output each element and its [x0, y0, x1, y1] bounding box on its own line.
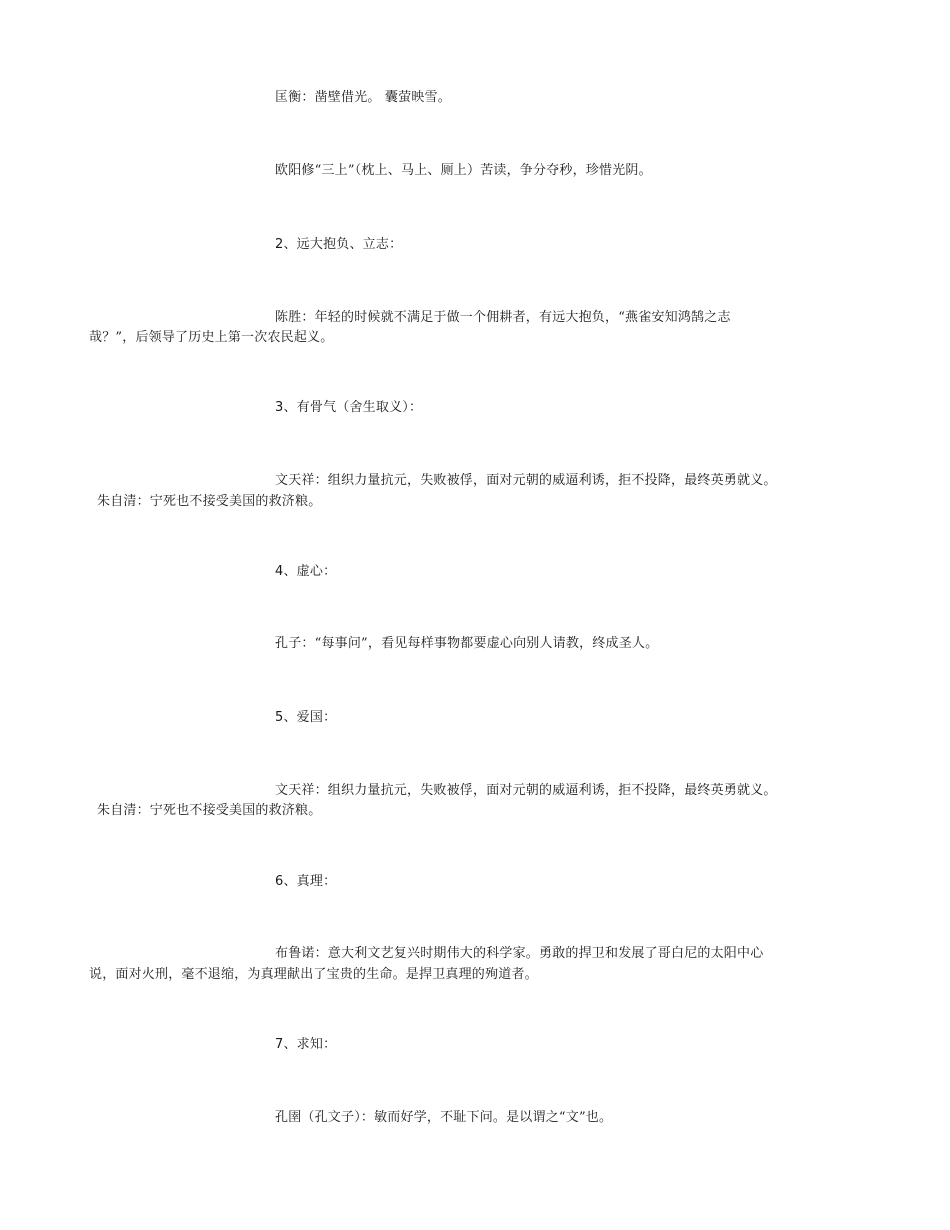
- paragraph-zhu-ziqing-2-line: 朱自清：宁死也不接受美国的救济粮。: [97, 803, 322, 818]
- section-heading-knowledge: 7、求知：: [275, 1037, 337, 1052]
- section-heading-modesty: 4、虚心：: [275, 564, 337, 579]
- paragraph-wen-tianxiang-line-1: 文天祥：组织力量抗元，失败被俘，面对元朝的威逼利诱，拒不投降，最终英勇就义。: [275, 473, 777, 488]
- paragraph-chen-sheng-line-2: 哉？”，后领导了历史上第一次农民起义。: [89, 330, 334, 345]
- section-heading-truth: 6、真理：: [275, 874, 337, 889]
- paragraph-chen-sheng-line-1: 陈胜：年轻的时候就不满足于做一个佣耕者，有远大抱负，“燕雀安知鸿鹄之志: [275, 310, 731, 325]
- section-heading-integrity: 3、有骨气（舍生取义）：: [275, 400, 423, 415]
- paragraph-bruno-line-2: 说，面对火刑，毫不退缩，为真理献出了宝贵的生命。是捍卫真理的殉道者。: [89, 967, 538, 982]
- paragraph-confucius: 孔子：“每事问”，看见每样事物都要虚心向别人请教，终成圣人。: [275, 636, 659, 651]
- section-heading-ambition: 2、远大抱负、立志：: [275, 237, 403, 252]
- paragraph-bruno-line-1: 布鲁诺：意大利文艺复兴时期伟大的科学家。勇敢的捍卫和发展了哥白尼的太阳中心: [275, 946, 764, 961]
- section-heading-patriotism: 5、爱国：: [275, 710, 337, 725]
- paragraph-zhu-ziqing-line: 朱自清：宁死也不接受美国的救济粮。: [97, 494, 322, 509]
- paragraph-kong-yu: 孔圉（孔文子）：敏而好学，不耻下问。是以谓之“文”也。: [275, 1110, 613, 1125]
- paragraph-wen-tianxiang-2-line-1: 文天祥：组织力量抗元，失败被俘，面对元朝的威逼利诱，拒不投降，最终英勇就义。: [275, 783, 777, 798]
- paragraph-ouyang-xiu: 欧阳修“三上”（枕上、马上、厕上）苦读，争分夺秒，珍惜光阴。: [275, 163, 652, 178]
- paragraph-kuang-heng: 匡衡：凿壁借光。 囊萤映雪。: [275, 90, 451, 105]
